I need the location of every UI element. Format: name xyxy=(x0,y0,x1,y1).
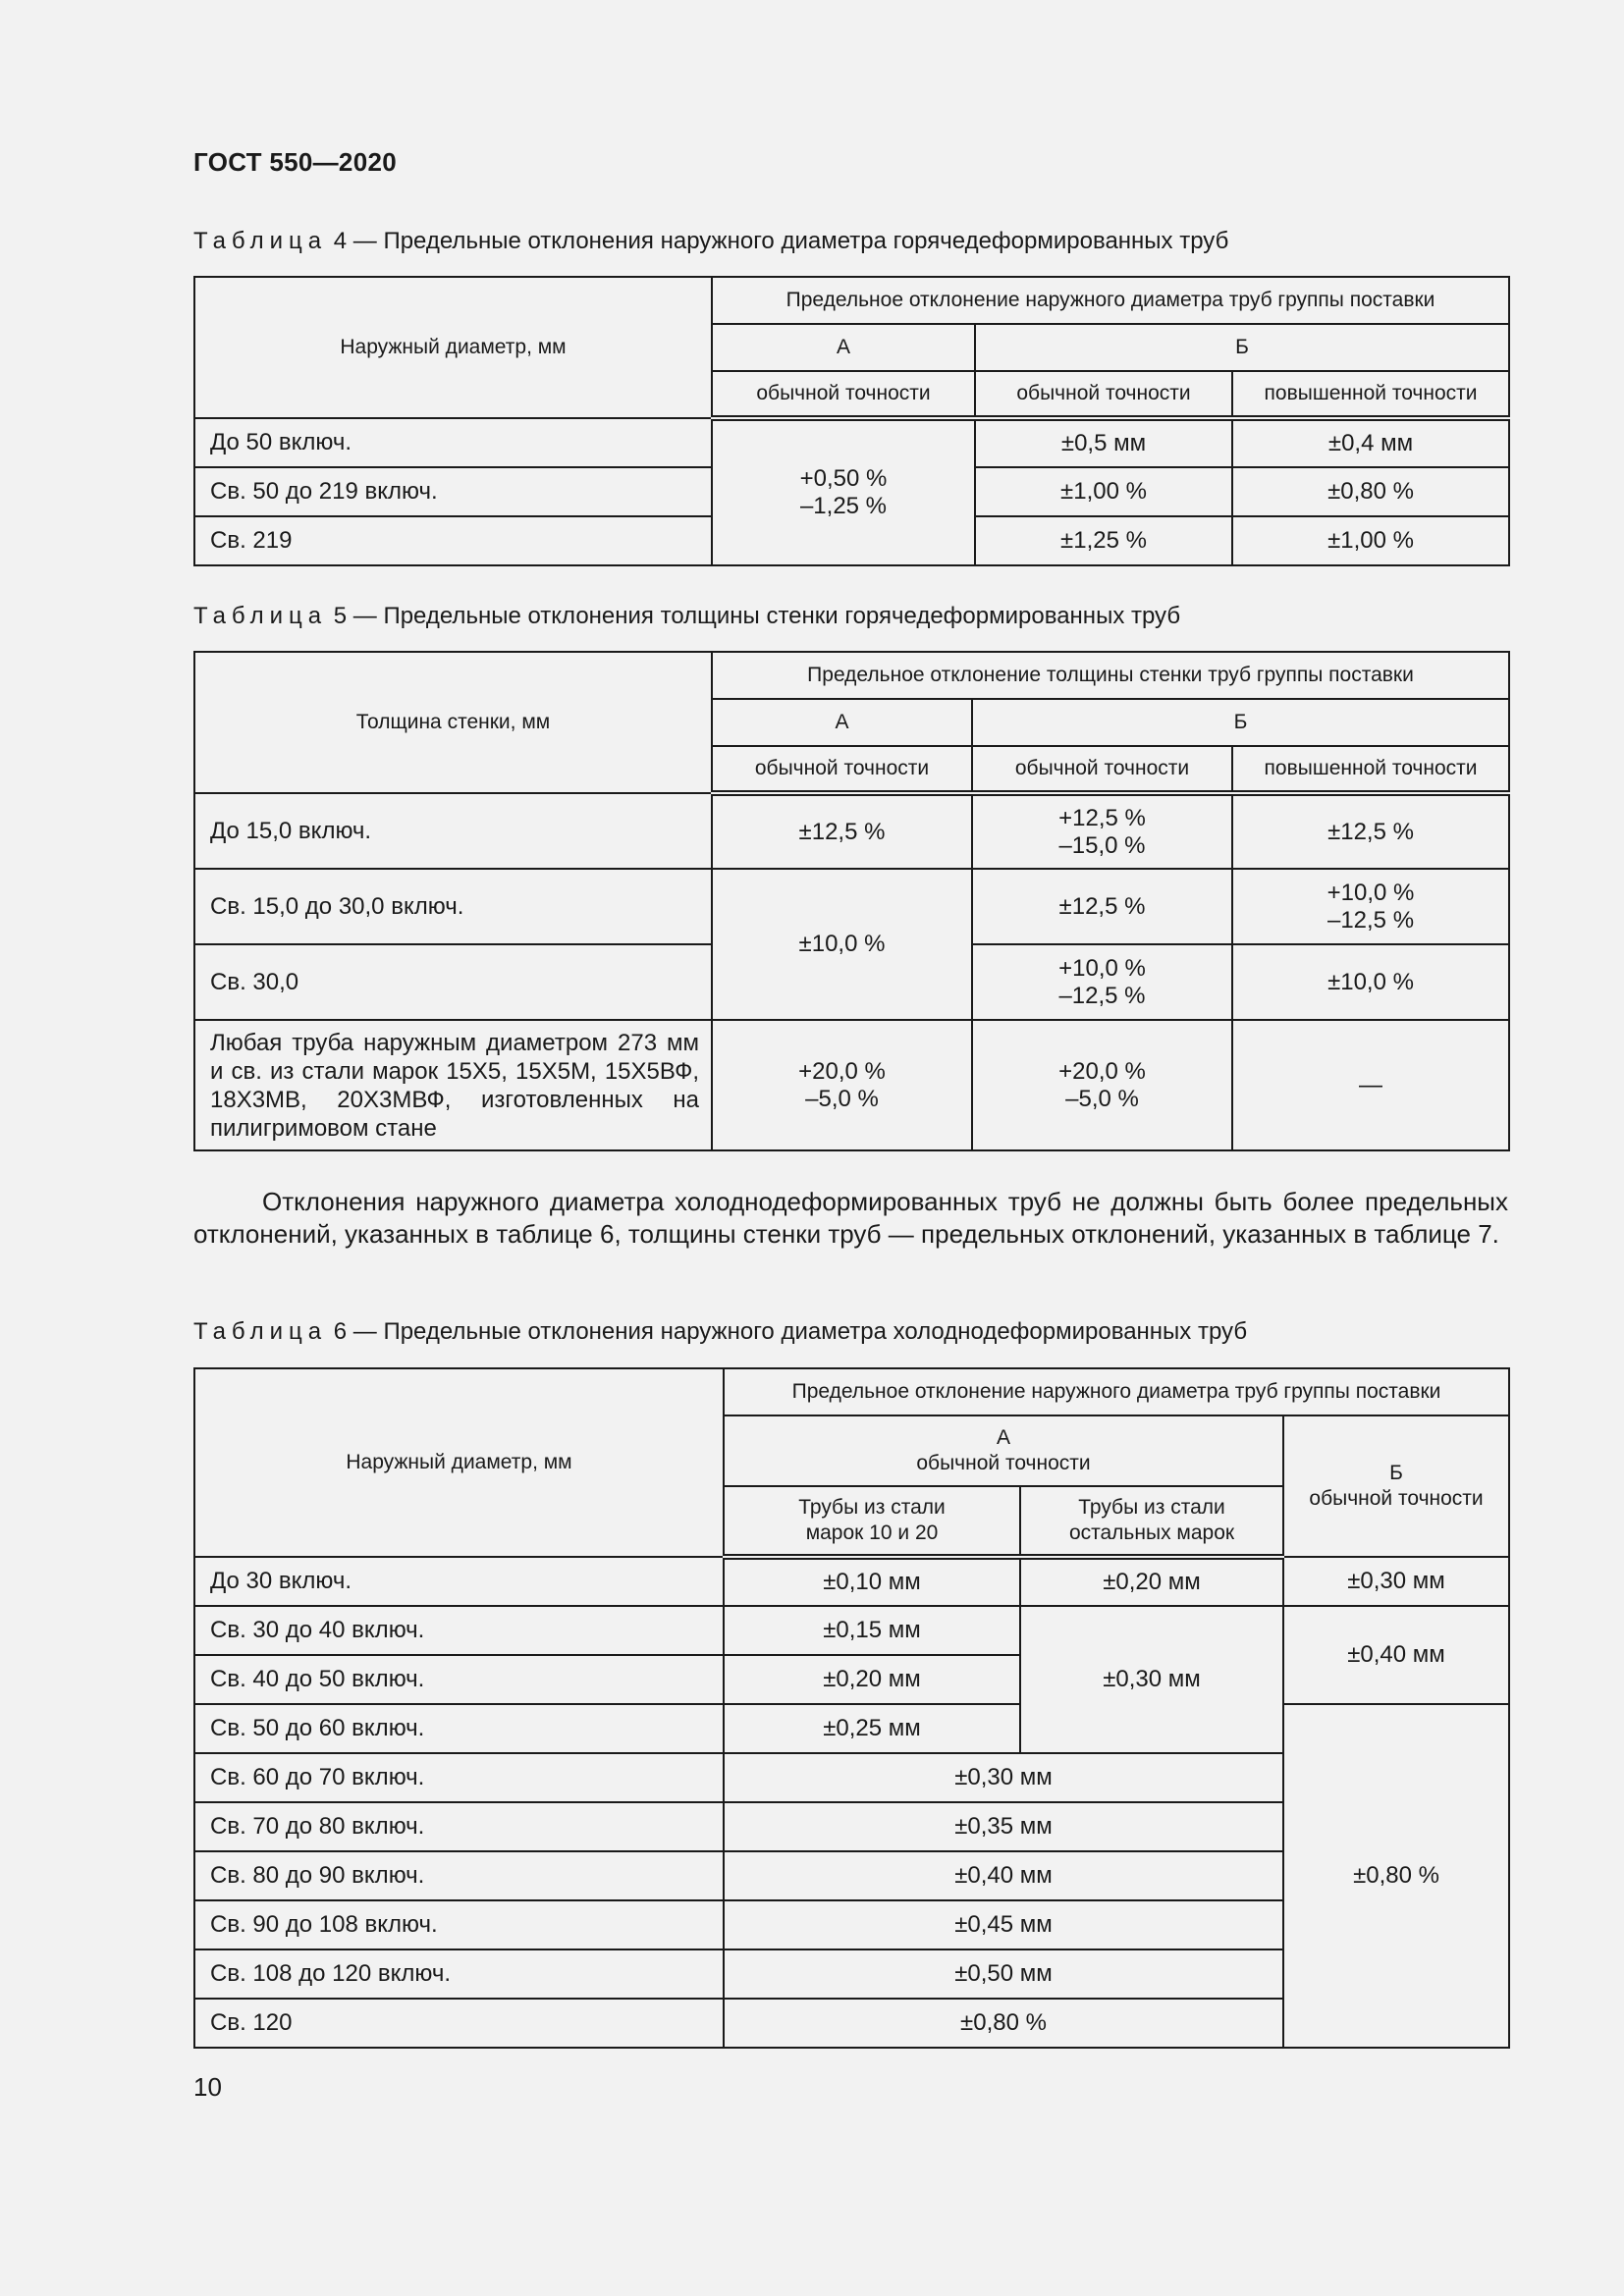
t4-header-accuracy-a: обычной точности xyxy=(712,371,975,418)
cell-value: ±1,25 % xyxy=(975,516,1232,565)
t6-b-merged-value-2: ±0,80 % xyxy=(1283,1704,1509,2048)
row-label: Св. 30 до 40 включ. xyxy=(194,1606,724,1655)
cell-value: +20,0 % –5,0 % xyxy=(712,1020,972,1150)
cell-value: ±0,40 мм xyxy=(724,1851,1283,1900)
row-label: Св. 30,0 xyxy=(194,944,712,1020)
t5-header-param: Толщина стенки, мм xyxy=(194,652,712,793)
t6-header-steel-other: Трубы из стали остальных марок xyxy=(1020,1486,1283,1557)
row-label: Св. 60 до 70 включ. xyxy=(194,1753,724,1802)
cell-value: ±0,20 мм xyxy=(724,1655,1020,1704)
row-label: Св. 50 до 60 включ. xyxy=(194,1704,724,1753)
t5-header-accuracy-b1: обычной точности xyxy=(972,746,1232,793)
table-4-caption-lead: Таблица xyxy=(193,228,328,254)
table-5-caption-lead: Таблица xyxy=(193,603,328,629)
cell-value: ±0,80 % xyxy=(724,1999,1283,2048)
row-label: Св. 219 xyxy=(194,516,712,565)
cell-value: ±0,5 мм xyxy=(975,418,1232,467)
cell-value: ±12,5 % xyxy=(972,869,1232,944)
cell-value: ±0,50 мм xyxy=(724,1949,1283,1999)
cell-value: +10,0 % –12,5 % xyxy=(1232,869,1509,944)
table-row xyxy=(194,1557,1509,1606)
cell-value: +10,0 % –12,5 % xyxy=(972,944,1232,1020)
page-number: 10 xyxy=(193,2072,222,2102)
table-5-caption xyxy=(193,603,1180,630)
t5-header-accuracy-a: обычной точности xyxy=(712,746,972,793)
cell-value: ±0,45 мм xyxy=(724,1900,1283,1949)
t6-header-steel-10-20: Трубы из стали марок 10 и 20 xyxy=(724,1486,1020,1557)
cell-value: ±10,0 % xyxy=(1232,944,1509,1020)
row-label: Св. 40 до 50 включ. xyxy=(194,1655,724,1704)
cell-value: ±0,4 мм xyxy=(1232,418,1509,467)
row-label: Любая труба наружным диаметром 273 мм и св. из стали марок 15Х5, 15Х5М, 15Х5ВФ, 18Х3МВ, 20Х3МВФ, изготовленных на пилигримовом стане xyxy=(194,1020,712,1150)
cell-value: +12,5 % –15,0 % xyxy=(972,793,1232,869)
t4-header-accuracy-b1: обычной точности xyxy=(975,371,1232,418)
table-row xyxy=(194,418,1509,467)
table-4-caption xyxy=(193,228,1228,255)
cell-value: ±0,15 мм xyxy=(724,1606,1020,1655)
row-label: Св. 108 до 120 включ. xyxy=(194,1949,724,1999)
document-code: ГОСТ 550—2020 xyxy=(193,147,397,177)
t6-a2-merged-value: ±0,30 мм xyxy=(1020,1606,1283,1753)
cell-value: ±0,30 мм xyxy=(1283,1557,1509,1606)
cell-value: ±0,20 мм xyxy=(1020,1557,1283,1606)
table-4-caption-text: 4 — Предельные отклонения наружного диаметра горячедеформированных труб xyxy=(327,228,1229,254)
body-paragraph: Отклонения наружного диаметра холоднодеформированных труб не должны быть более предельных отклонений, указанных в таблице 6, толщины стенки труб — предельных отклонений, указанных в таблице 7. xyxy=(193,1187,1508,1249)
t6-header-group: Предельное отклонение наружного диаметра труб группы поставки xyxy=(724,1368,1509,1415)
table-6 xyxy=(193,1367,1510,2049)
table-row xyxy=(194,793,1509,869)
row-label: Св. 90 до 108 включ. xyxy=(194,1900,724,1949)
t5-header-group-a: А xyxy=(712,699,972,746)
t5-a-merged-value: ±10,0 % xyxy=(712,869,972,1020)
cell-value: ±1,00 % xyxy=(1232,516,1509,565)
t6-header-param: Наружный диаметр, мм xyxy=(194,1368,724,1557)
t6-header-group-a: А обычной точности xyxy=(724,1415,1283,1486)
cell-value: +20,0 % –5,0 % xyxy=(972,1020,1232,1150)
table-5-caption-text: 5 — Предельные отклонения толщины стенки горячедеформированных труб xyxy=(327,603,1181,629)
table-6-caption-lead: Таблица xyxy=(193,1318,328,1345)
t4-header-accuracy-b2: повышенной точности xyxy=(1232,371,1509,418)
cell-value: ±0,30 мм xyxy=(724,1753,1283,1802)
cell-value: ±0,10 мм xyxy=(724,1557,1020,1606)
cell-value: ±0,35 мм xyxy=(724,1802,1283,1851)
row-label: Св. 120 xyxy=(194,1999,724,2048)
table-row xyxy=(194,869,1509,944)
t4-header-group-a: А xyxy=(712,324,975,371)
t4-header-param: Наружный диаметр, мм xyxy=(194,277,712,418)
row-label: Св. 80 до 90 включ. xyxy=(194,1851,724,1900)
row-label: До 30 включ. xyxy=(194,1557,724,1606)
cell-value: ±12,5 % xyxy=(712,793,972,869)
row-label: Св. 50 до 219 включ. xyxy=(194,467,712,516)
table-6-caption-text: 6 — Предельные отклонения наружного диаметра холоднодеформированных труб xyxy=(327,1318,1248,1345)
t4-header-group: Предельное отклонение наружного диаметра труб группы поставки xyxy=(712,277,1509,324)
t4-header-group-b: Б xyxy=(975,324,1509,371)
cell-value: ±0,80 % xyxy=(1232,467,1509,516)
t5-header-group: Предельное отклонение толщины стенки труб группы поставки xyxy=(712,652,1509,699)
row-label: Св. 70 до 80 включ. xyxy=(194,1802,724,1851)
table-5 xyxy=(193,651,1510,1151)
table-row xyxy=(194,1606,1509,1655)
table-row xyxy=(194,1704,1509,1753)
row-label: До 15,0 включ. xyxy=(194,793,712,869)
table-row xyxy=(194,1020,1509,1150)
row-label: До 50 включ. xyxy=(194,418,712,467)
t6-header-group-b: Б обычной точности xyxy=(1283,1415,1509,1557)
t4-a-merged-value: +0,50 % –1,25 % xyxy=(712,418,975,565)
t6-b-merged-value-1: ±0,40 мм xyxy=(1283,1606,1509,1704)
cell-value: ±1,00 % xyxy=(975,467,1232,516)
table-4 xyxy=(193,276,1510,566)
row-label: Св. 15,0 до 30,0 включ. xyxy=(194,869,712,944)
cell-value: ±12,5 % xyxy=(1232,793,1509,869)
t5-header-group-b: Б xyxy=(972,699,1509,746)
t5-header-accuracy-b2: повышенной точности xyxy=(1232,746,1509,793)
table-6-caption xyxy=(193,1318,1247,1346)
cell-value: — xyxy=(1232,1020,1509,1150)
cell-value: ±0,25 мм xyxy=(724,1704,1020,1753)
